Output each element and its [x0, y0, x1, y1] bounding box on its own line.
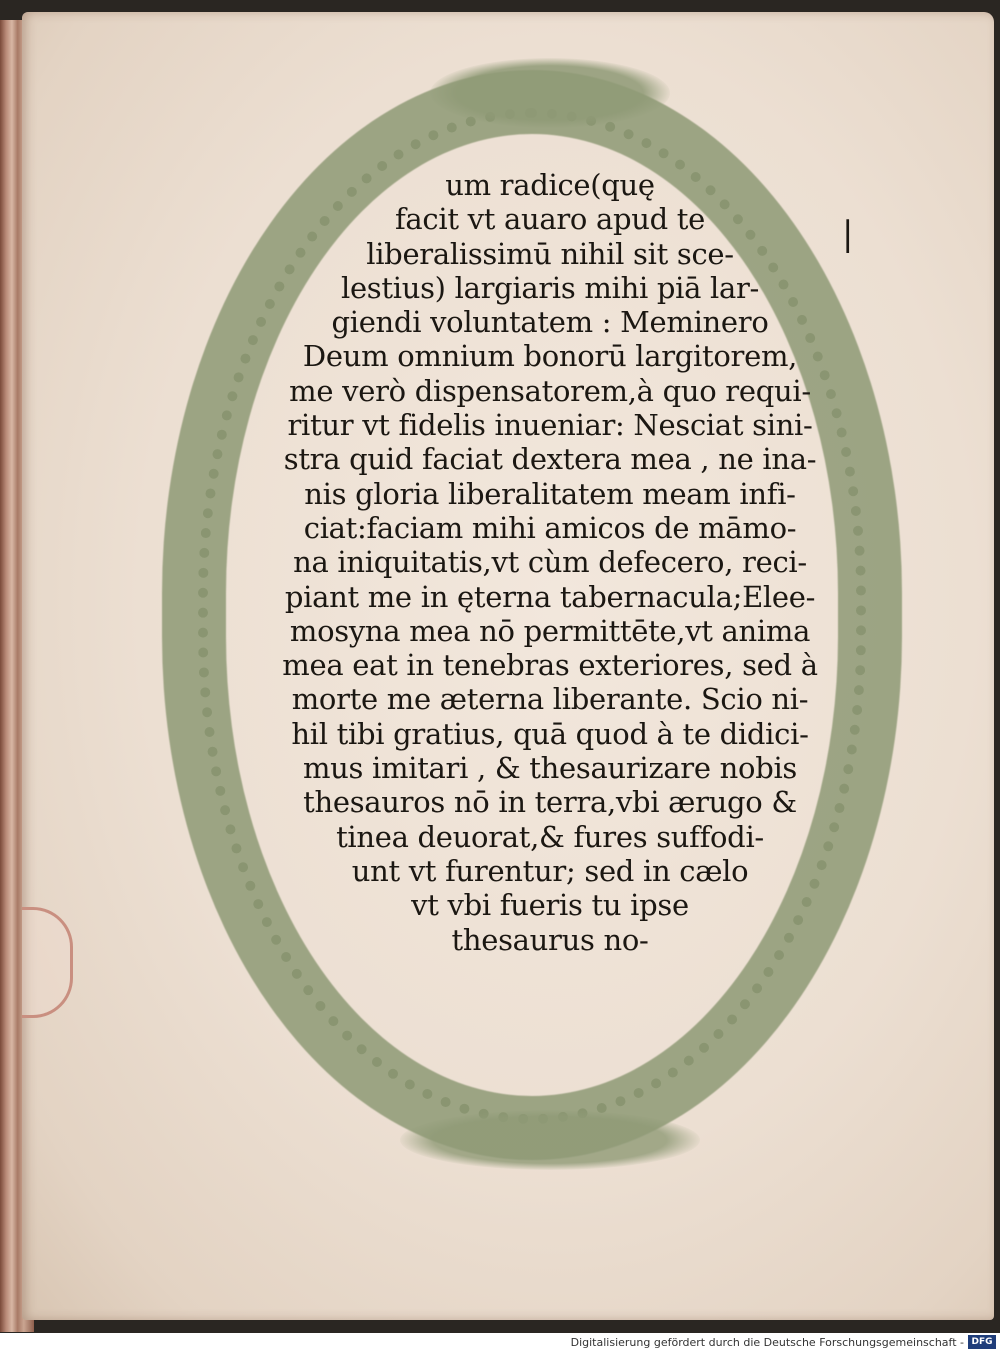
text-line: me verò dispensatorem,à quo requi- [289, 373, 811, 408]
text-line: stra quid faciat dextera mea , ne ina- [283, 442, 817, 477]
text-line: facit vt auaro apud te [395, 202, 705, 237]
dfg-logo: DFG [968, 1335, 996, 1349]
text-line: thesauros nō in terra,vbi ærugo & [303, 785, 797, 820]
latin-text-block [240, 168, 860, 957]
text-line: Deum omnium bonorū largitorem, [302, 339, 798, 374]
text-line: mea eat in tenebras exteriores, sed à [282, 648, 818, 683]
text-line: tinea deuorat,& fures suffodi- [336, 819, 764, 854]
text-line: vt vbi fueris tu ipse [411, 888, 689, 923]
text-line: mosyna mea nō permittēte,vt anima [289, 613, 811, 648]
frame-bottom-ornament [400, 1110, 700, 1170]
margin-mark: | [842, 214, 854, 254]
text-line: liberalissimū nihil sit sce- [366, 236, 734, 271]
text-line: na iniquitatis,vt cùm defecero, reci- [293, 545, 807, 580]
text-line: nis gloria liberalitatem meam infi- [304, 476, 796, 511]
text-line: piant me in ęterna tabernacula;Elee- [284, 579, 816, 614]
text-line: unt vt furentur; sed in cælo [351, 853, 749, 888]
page-tab-marker [22, 907, 73, 1018]
text-line: ritur vt fidelis inueniar: Nesciat sini- [287, 408, 813, 443]
text-line: thesaurus no- [451, 922, 649, 957]
text-line: ciat:faciam mihi amicos de māmo- [303, 510, 797, 545]
text-line: hil tibi gratius, quā quod à te didici- [291, 716, 809, 751]
text-line: giendi voluntatem : Meminero [331, 305, 769, 340]
text-line: lestius) largiaris mihi piā lar- [340, 270, 760, 305]
text-line: morte me æterna liberante. Scio ni- [291, 682, 809, 717]
frame-top-ornament [430, 58, 670, 128]
funding-credit: Digitalisierung gefördert durch die Deutsche Forschungsgemeinschaft - [570, 1336, 964, 1349]
text-line: mus imitari , & thesaurizare nobis [302, 751, 798, 786]
text-line: um radice(quę [445, 168, 655, 202]
